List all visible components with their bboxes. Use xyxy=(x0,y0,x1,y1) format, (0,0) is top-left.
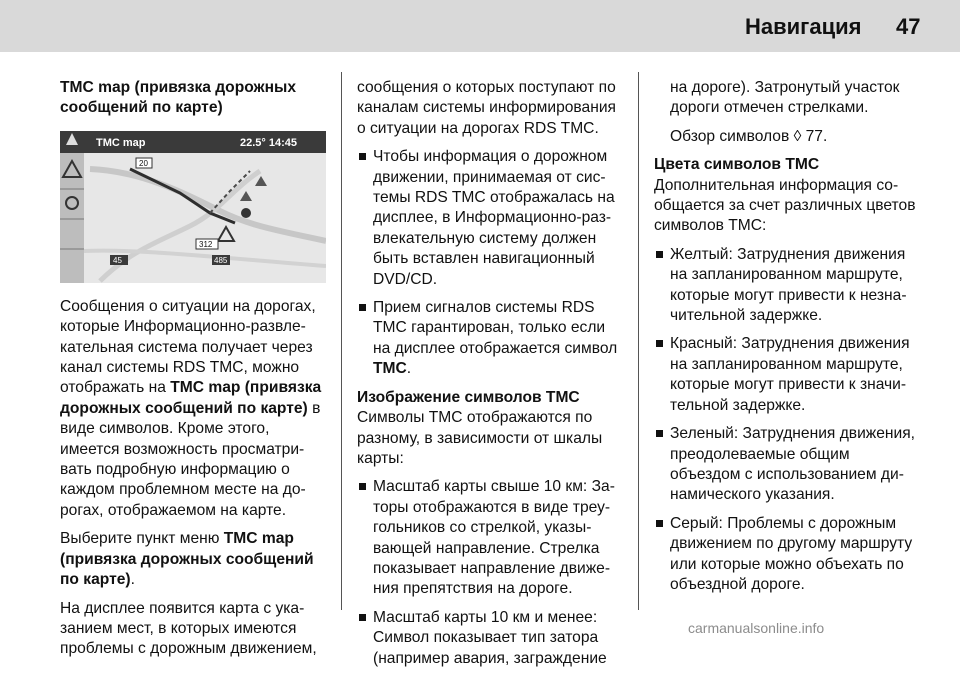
bullet-icon xyxy=(656,251,663,258)
paragraph: Обзор символов ◊ 77. xyxy=(670,127,828,145)
text: в виде символов. Кроме этого, имеется возможность просматривать подробную информацию о каждом проблемном месте на дорогах, отображаемом на карте. xyxy=(60,399,321,519)
paragraph xyxy=(60,529,328,590)
text: Выберите пункт меню xyxy=(60,530,224,548)
column-3 xyxy=(654,78,924,603)
menu-item-ref: TMC map (привязка дорожных сообщений по карте) xyxy=(60,530,314,589)
bullet-icon xyxy=(656,340,663,347)
bullet-text: Красный: Затруднения движения на запланированном маршруте, которые могут привести к значительной задержке. xyxy=(670,335,910,414)
bullet-text: Серый: Проблемы с дорожным движением по другому маршруту или которые можно объехать по объездной дороге. xyxy=(670,514,913,593)
bullet-item xyxy=(654,514,924,596)
paragraph: сообщения о которых поступают по каналам системы информирования о ситуации на дорогах RDS TMC. xyxy=(357,79,616,137)
bullet-icon xyxy=(359,614,366,621)
column-divider xyxy=(638,72,639,610)
bullet-icon xyxy=(656,520,663,527)
map-road-label: 485 xyxy=(214,255,228,265)
bullet-icon xyxy=(359,153,366,160)
bullet-item xyxy=(654,334,924,416)
column-1 xyxy=(60,78,328,668)
map-title: TMC map xyxy=(96,136,146,149)
paragraph: Дополнительная информация сообщается за счет различных цветов символов TMC: xyxy=(654,176,916,235)
section-heading: Изображение символов TMC xyxy=(357,388,580,406)
section-heading: Цвета символов TMC xyxy=(654,156,820,174)
bullet-text: Зеленый: Затруднения движения, преодолеваемые общим объездом с использованием динамического указания. xyxy=(670,425,915,504)
bullet-item xyxy=(357,477,625,599)
map-temp-time: 22.5° 14:45 xyxy=(240,136,297,149)
paragraph: на дороге). Затронутый участок дороги отмечен стрелками. xyxy=(670,79,900,117)
bullet-item xyxy=(357,147,625,290)
page-header xyxy=(0,0,960,52)
bullet-text: Прием сигналов системы RDS TMC гарантирован, только если на дисплее отображается символ xyxy=(373,299,618,357)
bullet-text: Масштаб карты свыше 10 км: Заторы отображаются в виде треугольников со стрелкой, указывающей направление. Стрелка показывает направление движения препятствия на дороге. xyxy=(373,478,615,598)
bullet-item xyxy=(654,245,924,327)
text: Сообщения о ситуации на дорогах, которые Информационно-развлекательная система получает через канал системы RDS TMC, можно отображать на xyxy=(60,297,316,397)
text: . xyxy=(406,360,412,378)
bullet-icon xyxy=(656,430,663,437)
paragraph: Символы TMC отображаются по разному, в зависимости от шкалы карты: xyxy=(357,409,603,467)
text: . xyxy=(130,571,135,589)
paragraph: На дисплее появится карта с указанием мест, в которых имеются проблемы с дорожным движением, xyxy=(60,599,317,658)
bullet-item xyxy=(357,298,625,380)
bullet-item xyxy=(357,608,625,669)
bullet-text: Масштаб карты 10 км и менее: Символ показывает тип затора (например авария, заграждение xyxy=(373,608,607,667)
menu-item-ref: TMC map (привязка дорожных сообщений по карте) xyxy=(60,379,322,417)
map-road-label: 45 xyxy=(113,255,122,265)
column-2 xyxy=(357,78,625,677)
bullet-icon xyxy=(359,304,366,311)
page-number: 47 xyxy=(896,14,921,39)
watermark: carmanualsonline.info xyxy=(688,620,825,636)
bullet-text: Желтый: Затруднения движения на запланированном маршруте, которые могут привести к незначительной задержке. xyxy=(670,245,907,325)
column-divider xyxy=(341,72,342,610)
tmc-map-screenshot xyxy=(60,131,326,283)
map-road-label: 312 xyxy=(199,239,213,249)
map-road-label: 20 xyxy=(139,158,148,168)
bullet-item xyxy=(654,424,924,506)
bullet-icon xyxy=(359,483,366,490)
paragraph xyxy=(60,297,328,521)
symbol-ref: TMC xyxy=(373,360,407,378)
bullet-text: Чтобы информация о дорожном движении, принимаемая от системы RDS TMC отображалась на дисплее, в Информационно-развлекательную систему должен быть вставлен навигационный DVD/CD. xyxy=(373,148,615,288)
section-heading: TMC map (привязка дорожных сообщений по карте) xyxy=(60,79,296,117)
section-title: Навигация xyxy=(745,14,862,39)
